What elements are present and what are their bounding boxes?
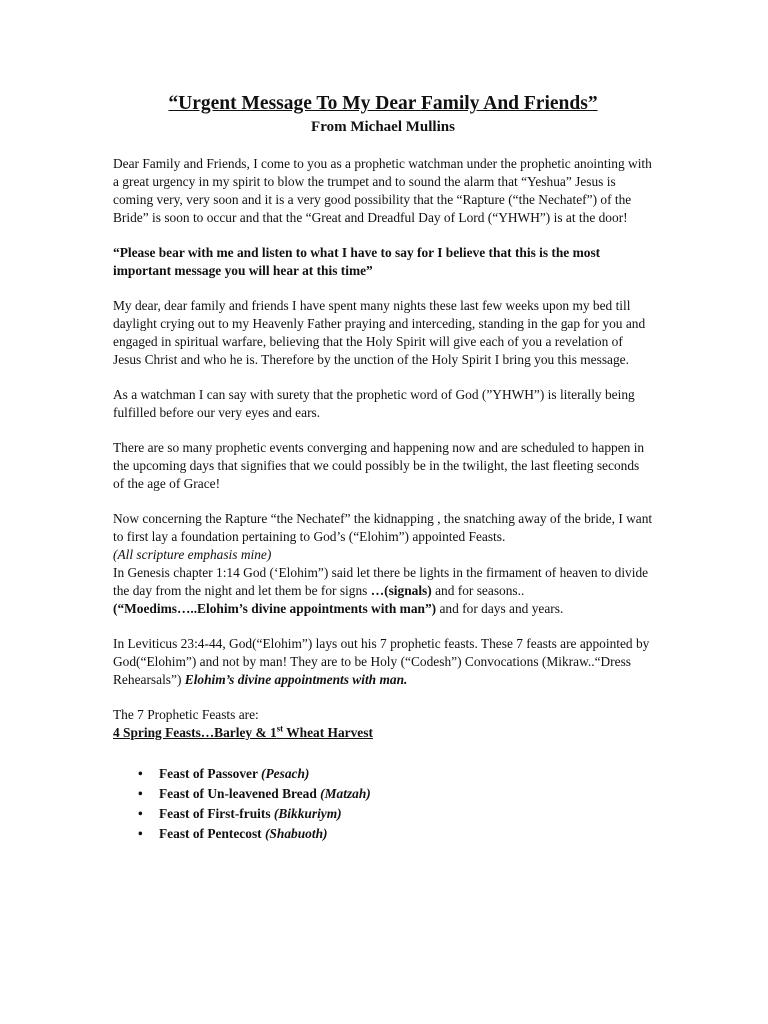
intro-paragraph: Dear Family and Friends, I come to you as a prophetic watchman under the prophetic anointing with a great urgency in my spirit to blow the trumpet and to sound the alarm that “Yeshua” Jesus is coming very, very soon and it is a very good possibility that the “Rapture (“the Nechatef”) of the Bride” is soon to occur and that the “Great and Dreadful Day of Lord (“YHWH”) is at the door! <box>113 156 652 225</box>
genesis-seasons: and for seasons.. <box>431 583 525 598</box>
leviticus-emphasis: Elohim’s divine appointments with man. <box>184 672 408 687</box>
feast-name: Feast of Un-leavened Bread <box>159 786 321 801</box>
scripture-emphasis-note: (All scripture emphasis mine) <box>113 547 272 562</box>
genesis-text: In Genesis chapter 1:14 God (‘Elohim”) said let there be lights in the firmament of heaven to divide the day from the night and let them be for signs <box>113 565 649 598</box>
feast-hebrew: (Pesach) <box>261 766 310 781</box>
paragraph-prayer: My dear, dear family and friends I have spent many nights these last few weeks upon my bed till daylight crying out to my Heavenly Father praying and interceding, standing in the gap for you and engaged in spiritual warfare, believing that the Holy Spirit will give each of you a revelation of Jesus Christ and who he is. Therefore by the unction of the Holy Spirit I bring you this message. <box>113 298 646 367</box>
feast-hebrew: (Bikkuriym) <box>273 806 342 821</box>
feasts-intro: The 7 Prophetic Feasts are: <box>113 707 259 722</box>
genesis-moedims: (“Moedims…..Elohim’s divine appointments with man”) <box>113 601 437 616</box>
feast-name: Feast of Passover <box>159 766 262 781</box>
plea-paragraph: “Please bear with me and listen to what I have to say for I believe that this is the most important message you will hear at this time” <box>113 245 601 278</box>
paragraph-rapture <box>113 510 653 564</box>
paragraph-prophetic-events: There are so many prophetic events converging and happening now and are scheduled to happen in the upcoming days that signifies that we could possibly be in the twilight, the last fleeting seconds of the age of Grace! <box>113 440 645 491</box>
genesis-days-years: and for days and years. <box>436 601 564 616</box>
spring-heading-tail: Wheat Harvest <box>283 725 373 740</box>
document-title: “Urgent Message To My Dear Family And Friends” <box>168 93 598 114</box>
rapture-text: Now concerning the Rapture “the Nechatef” the kidnapping , the snatching away of the bride, I want to first lay a foundation pertaining to God’s (“Elohim”) appointed Feasts. <box>113 511 653 544</box>
paragraph-leviticus <box>113 635 653 689</box>
feast-name: Feast of Pentecost <box>159 826 265 841</box>
paragraph-watchman: As a watchman I can say with surety that the prophetic word of God (”YHWH”) is literally being fulfilled before our very eyes and ears. <box>113 387 635 420</box>
spring-feasts-heading <box>113 724 653 742</box>
feast-hebrew: (Matzah) <box>320 786 371 801</box>
document-page <box>113 92 653 844</box>
feast-name: Feast of First-fruits <box>159 806 274 821</box>
genesis-signals: …(signals) <box>370 583 432 598</box>
list-item <box>159 784 653 804</box>
paragraph-genesis <box>113 564 653 618</box>
document-author: From Michael Mullins <box>311 119 455 135</box>
spring-heading-sup: st <box>276 723 284 734</box>
list-item <box>159 764 653 784</box>
list-item <box>159 824 653 844</box>
list-item <box>159 804 653 824</box>
feast-hebrew: (Shabuoth) <box>264 826 328 841</box>
feast-list <box>113 764 653 844</box>
spring-heading-text: 4 Spring Feasts…Barley & 1 <box>113 725 277 740</box>
leviticus-text: In Leviticus 23:4-44, God(“Elohim”) lays out his 7 prophetic feasts. These 7 feasts are appointed by God(“Elohim”) and not by man! They are to be Holy (“Codesh”) Convocations (Mikraw..“Dress Rehearsals”) <box>113 636 650 687</box>
